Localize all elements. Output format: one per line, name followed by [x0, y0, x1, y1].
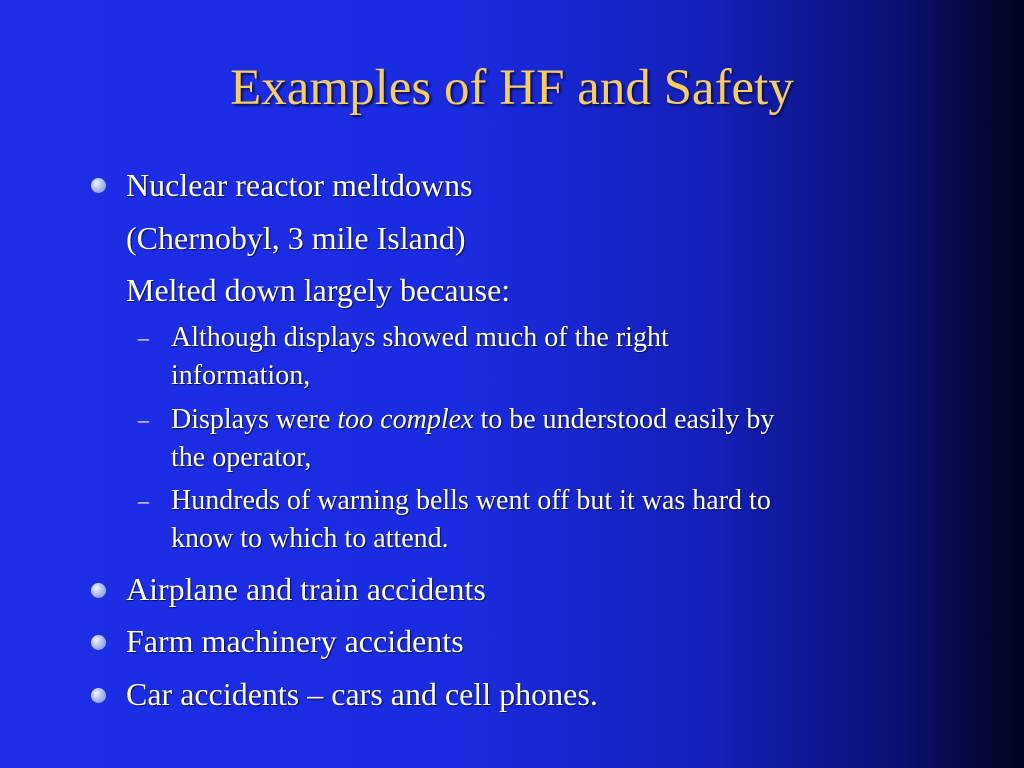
sub-bullet-dash-icon: –: [138, 488, 149, 513]
sub-bullet-1-line-1: Although displays showed much of the right: [171, 322, 669, 353]
bullet-1-line-2: (Chernobyl, 3 mile Island): [126, 220, 466, 256]
sub-bullet-2-line-1: [171, 402, 774, 438]
bullet-dot-icon: [91, 583, 106, 598]
bullet-2-text: Airplane and train accidents: [126, 571, 486, 607]
sub-bullet-2-emphasis: too complex: [337, 404, 474, 435]
sub-bullet-3-line-2: know to which to attend.: [171, 523, 449, 554]
bullet-dot-icon: [91, 688, 106, 703]
bullet-dot-icon: [91, 635, 106, 650]
slide-title: Examples of HF and Safety: [230, 60, 794, 116]
bullet-1-line-1: Nuclear reactor meltdowns: [126, 167, 473, 203]
sub-bullet-2-text-after: to be understood easily by: [473, 404, 775, 435]
bullet-1-line-3: Melted down largely because:: [126, 272, 511, 308]
sub-bullet-3-line-1: Hundreds of warning bells went off but it was hard to: [171, 485, 771, 516]
sub-bullet-1-line-2: information,: [171, 360, 311, 391]
sub-bullet-2-text-before: Displays were: [171, 404, 338, 435]
bullet-4-text: Car accidents – cars and cell phones.: [126, 676, 598, 712]
sub-bullet-2-line-2: the operator,: [171, 442, 312, 473]
bullet-dot-icon: [91, 178, 106, 193]
bullet-3-text: Farm machinery accidents: [126, 623, 464, 659]
sub-bullet-dash-icon: –: [138, 407, 149, 432]
sub-bullet-dash-icon: –: [138, 325, 149, 350]
